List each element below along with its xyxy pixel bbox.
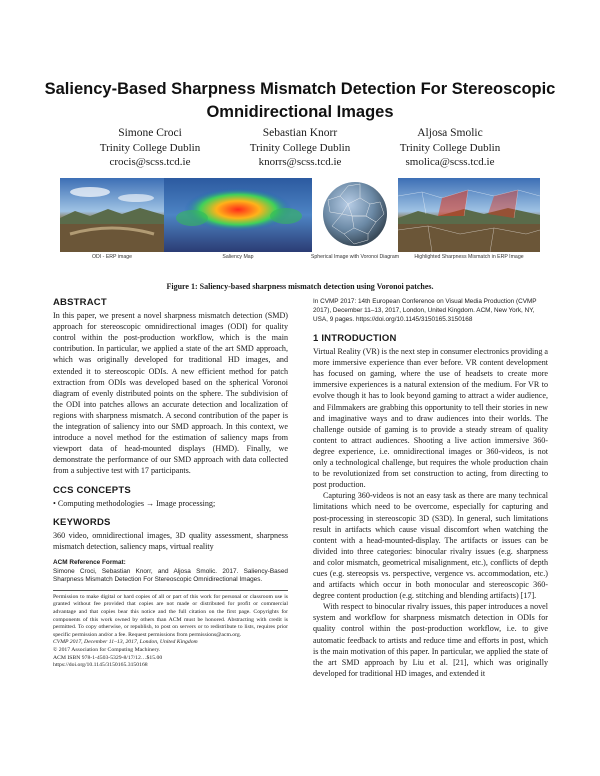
ccs-heading: CCS CONCEPTS [53,484,131,496]
intro-paragraph: Capturing 360-videos is not an easy task as there are many technical limitations which need to be overcome, especially for capturing and post-processing in stereoscopic 3D (S3D). In general, such limitations result in artifacts which cause visual discomfort when watching the content with a head-mounted-display. The artifacts or issues can be divided into three categories: binocular rivalry issues (e.g. sharpness and color mismatch, geometrical misalignment, etc.), conflicts of depth cues (e.g. stereopsis vs. perspective, vergence vs. accommodation, etc.) and artifacts which occur in both monocular and stereoscopic 360-degree content production (e.g. stitching and blending artifacts) [17]. [313,491,548,601]
ccs-text: • Computing methodologies → Image processing; [53,498,216,508]
doi-link[interactable]: https://doi.org/10.1145/3150165.3150168 [53,662,148,669]
erp-image-panel [60,178,164,252]
copyright-line: © 2017 Association for Computing Machinery. [53,647,161,654]
permission-text: Permission to make digital or hard copies of all or part of this work for personal or classroom use is granted without fee provided that copies are not made or distributed for profit or commercial advantage and that copies bear this notice and the full citation on the first page. Copyrights for components of this work owned by others than ACM must be honored. Abstracting with credit is permitted. To copy otherwise, or republish, to post on servers or to redistribute to lists, requires prior specific permission and/or a fee. Request permissions from permissions@acm.org. [53,593,288,638]
introduction-heading: 1 INTRODUCTION [313,333,397,344]
panel-label: Highlighted Sharpness Mismatch in ERP Image [414,254,524,260]
author-name: Aljosa Smolic [417,127,483,139]
author-email[interactable]: knorrs@scss.tcd.ie [258,156,342,168]
acm-reference-heading: ACM Reference Format: [53,558,126,566]
left-column [53,297,288,670]
isbn-line: ACM ISBN 978-1-4503-5329-8/17/12…$15.00 [53,654,163,661]
acm-reference-continued: In CVMP 2017: 14th European Conference on Visual Media Production (CVMP 2017), December 11–13, 2017, London, United Kingdom. ACM, New York, NY, USA, 9 pages. https://doi.org/10.1145/3150165.3150168 [313,298,537,323]
abstract-heading: ABSTRACT [53,297,107,308]
intro-paragraph: With respect to binocular rivalry issues, this paper introduces a novel system and workflow for sharpness mismatch detection in ODIs for quality control within the post-production workflow, i.e. to give automatic feedback to artists and reduce time and efforts in post, which is the main motivation of this paper. In particular, we applied the state of the art SMD approach by Liu et al. [21], which was originally developed for traditional HD images, and extended it [313,602,549,678]
abstract-text: In this paper, we present a novel sharpness mismatch detection (SMD) approach for stereoscopic omnidirectional images (ODI) for quality control within the post-production workflow, which is the main contribution. In particular, we applied a state of the art SMD approach, which was originally developed for traditional HD images, and extended it to stereoscopic ODIs. A new efficient method for patch extraction from ODIs was developed based on the spherical Voronoi diagram of evenly distributed points on the sphere. The subdivision of the ODI into patches allows an accurate detection and localization of regions with sharpness mismatch. A second contribution of the paper is the integration of saliency into our SMD approach. In this context, we introduce a novel method for the estimation of saliency maps from viewport data of head-mounted displays (HMD). Finally, we demonstrate the performance of our SMD approach with data collected from a subjective test with 17 participants. [53,311,288,476]
author-affiliation: Trinity College Dublin [249,141,351,154]
panel-label: Saliency Map [222,254,254,260]
title-line-1: Saliency-Based Sharpness Mismatch Detection For Stereoscopic [44,80,556,98]
venue-line: CVMP 2017, December 11–13, 2017, London, United Kingdom [53,639,198,646]
author-email[interactable]: smolica@scss.tcd.ie [405,156,495,168]
author-email[interactable]: crocis@scss.tcd.ie [109,156,191,168]
panel-label: ODI - ERP image [92,254,132,260]
panel-label: Spherical Image with Voronoi Diagram [310,254,400,260]
erp-image [60,178,164,252]
paper-title [40,78,560,124]
voronoi-sphere [318,178,392,252]
intro-paragraph: Virtual Reality (VR) is the next step in consumer electronics providing a more immersive experience than ever before. VR content development has focused on gaming, where the use of headsets to create more immersive experiences is a natural extension of the medium. For VR to evolve though it has to look beyond gaming to attract a wider audience, and Filmmakers are grabbing this opportunity to tell their stories in new and imaginative ways and to draw audiences into their worlds. The challenge outside of gaming is to provide a steady stream of quality content to attract audiences. Shooting a live action immersive 360-degree experience, i.e. omnidirectional images or 360-videos, is not only a technological challenge, but requires the whole production chain to be revolutionized from set construction to acting, from directing to post production. [313,347,548,490]
title-line-2: Omnidirectional Images [206,103,394,121]
acm-reference-text: Simone Croci, Sebastian Knorr, and Aljosa Smolic. 2017. Saliency-Based Sharpness Mismatch Detection For Stereoscopic Omnidirectional Images. [53,568,288,584]
saliency-map [164,178,312,252]
author-name: Sebastian Knorr [262,127,338,139]
voronoi-sphere-panel [318,178,392,252]
saliency-map-panel [164,178,312,252]
keywords-heading: KEYWORDS [53,516,111,528]
author-affiliation: Trinity College Dublin [399,141,501,154]
right-column [313,297,548,679]
author-affiliation: Trinity College Dublin [99,141,201,154]
permission-notice [53,590,288,670]
figure-caption: Figure 1: Saliency-based sharpness mismatch detection using Voronoi patches. [166,282,434,291]
author-block [65,126,235,170]
teaser-figure [60,178,540,262]
author-block [365,126,535,170]
keywords-text: 360 video, omnidirectional images, 3D quality assessment, sharpness mismatch detection, saliency maps, virtual reality [53,530,288,551]
mismatch-image [398,178,540,252]
author-block [215,126,385,170]
mismatch-panel [398,178,540,252]
author-name: Simone Croci [118,127,182,139]
